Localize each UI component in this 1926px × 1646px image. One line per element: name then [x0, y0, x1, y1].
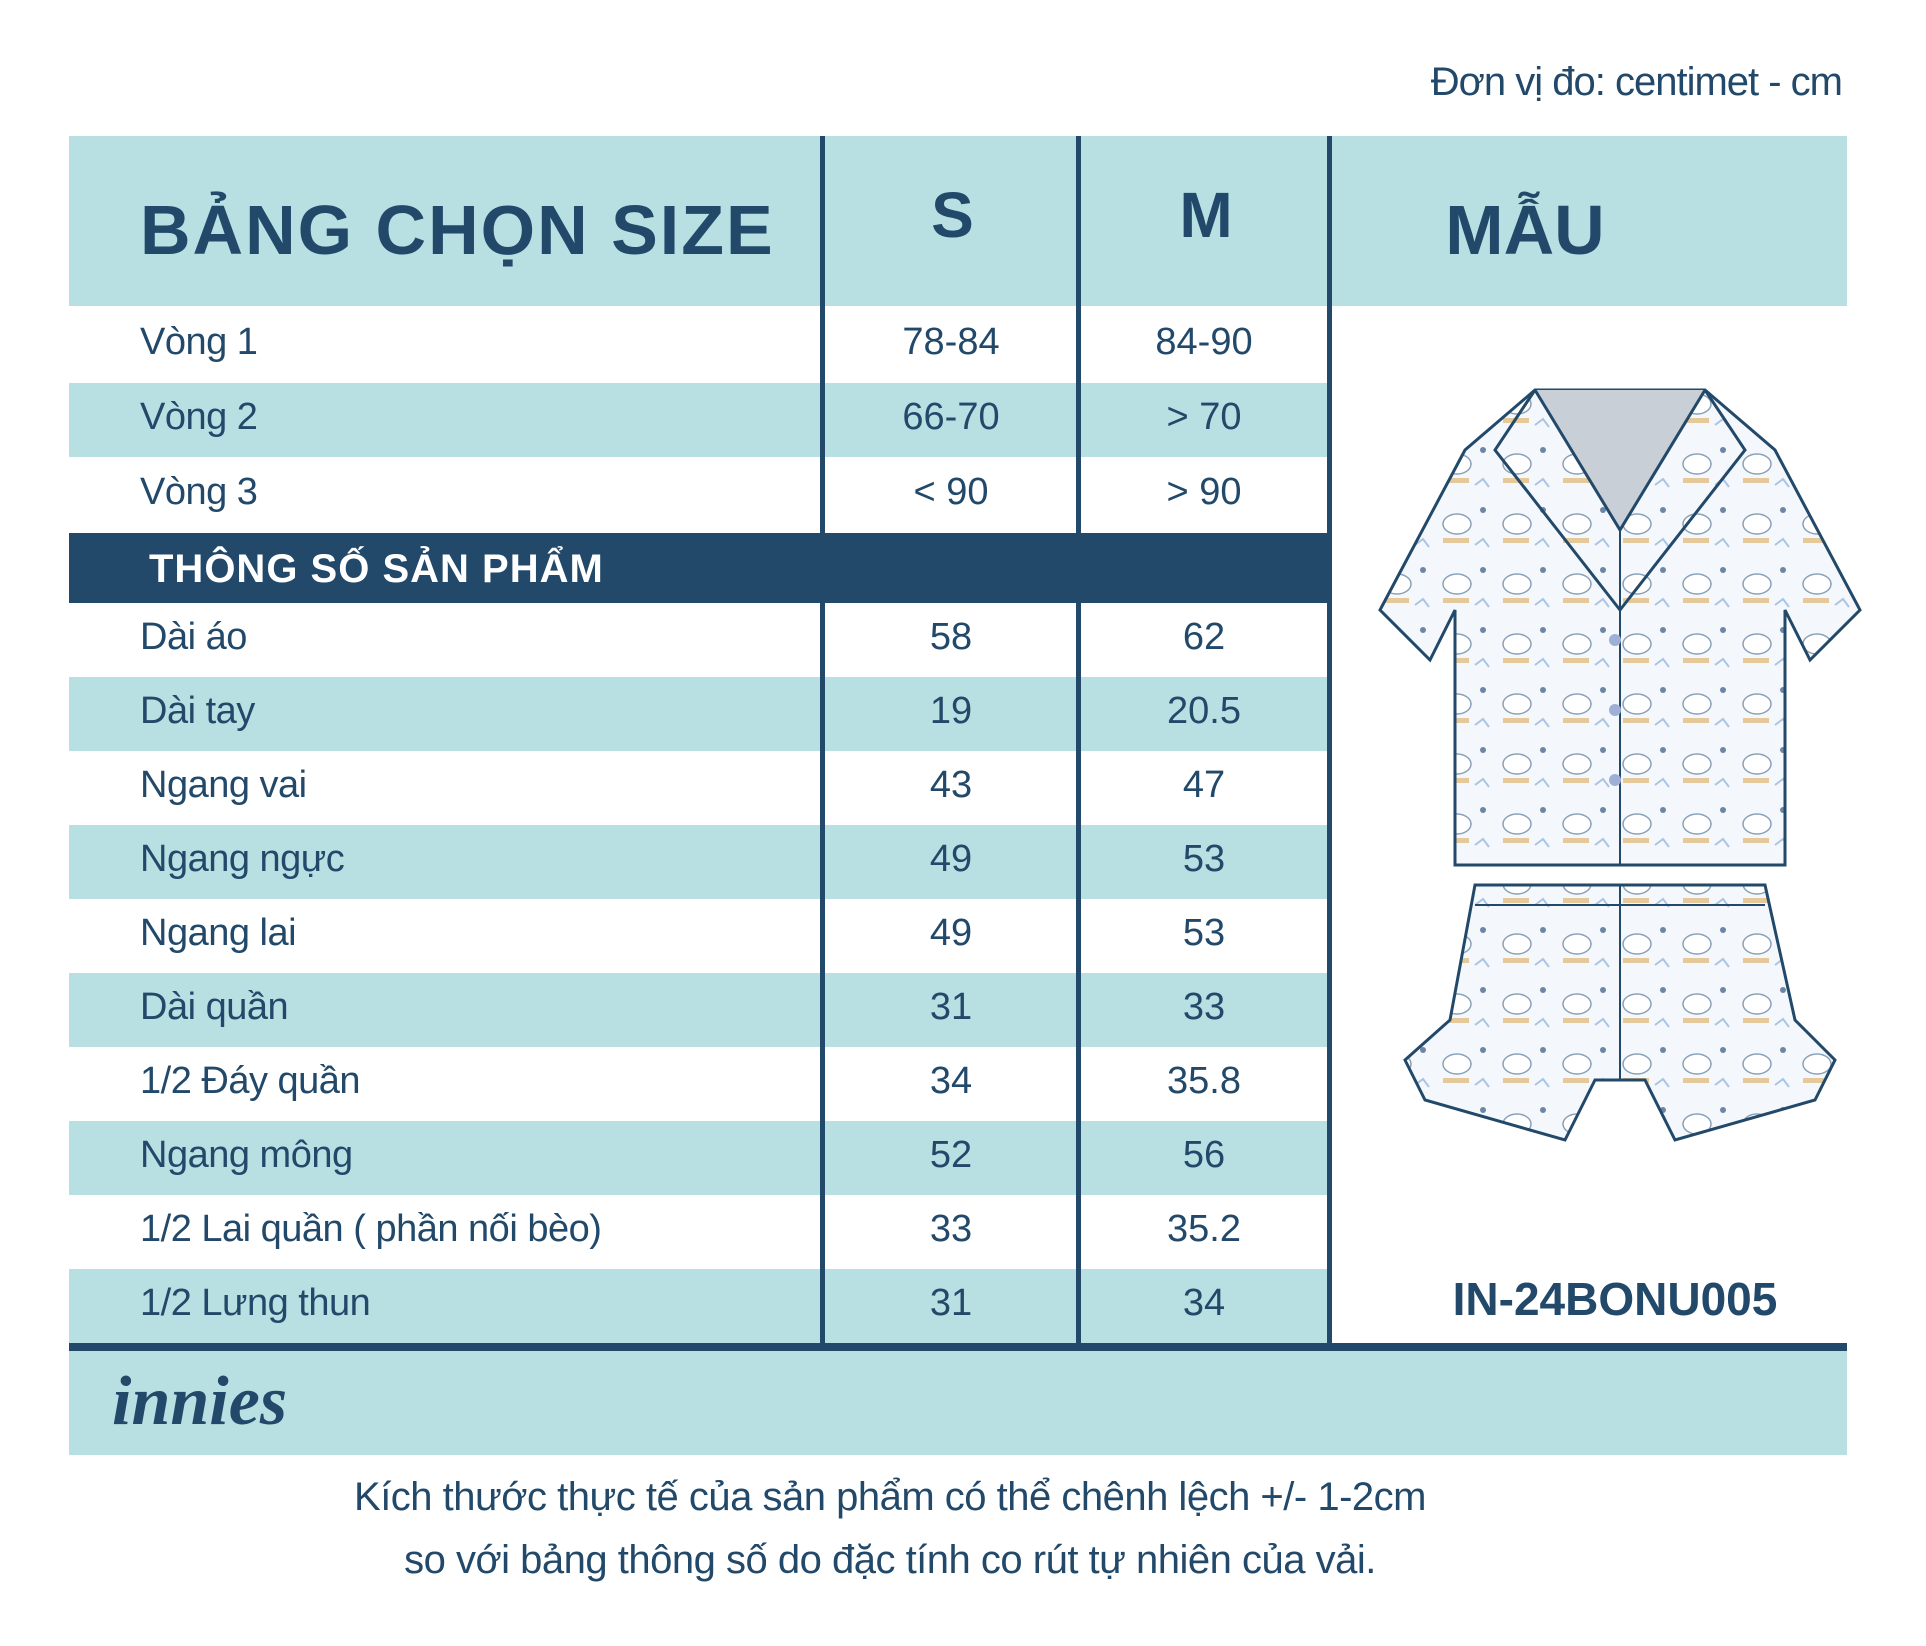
size-s-value: 58 — [929, 616, 973, 658]
brand-logo: innies — [112, 1363, 288, 1440]
size-s-value: 52 — [929, 1134, 973, 1176]
size-m-value: 84-90 — [1155, 320, 1253, 363]
footer-band — [69, 1351, 1847, 1455]
size-m-value: > 90 — [1166, 471, 1242, 513]
product-code: IN-24BONU005 — [1452, 1273, 1778, 1325]
row-label: 1/2 Lưng thun — [140, 1282, 371, 1324]
row-label: Dài áo — [140, 616, 247, 658]
row-label: Ngang lai — [140, 912, 297, 954]
size-s-value: 78-84 — [902, 320, 1000, 363]
size-s-value: 66-70 — [902, 396, 1000, 438]
row-label: Dài tay — [140, 690, 255, 732]
size-m-value: 62 — [1182, 616, 1226, 658]
pajama-set-illustration — [1375, 380, 1865, 1190]
column-divider — [820, 136, 825, 1351]
size-s-value: 49 — [929, 838, 973, 880]
row-label: Vòng 2 — [140, 396, 258, 438]
size-s-value: 34 — [929, 1060, 973, 1102]
row-label: 1/2 Lai quần ( phần nối bèo) — [140, 1208, 602, 1250]
size-m-value: 47 — [1182, 764, 1226, 806]
size-s-header: S — [931, 179, 974, 251]
disclaimer-line-2: so với bảng thông số do đặc tính co rút tự nhiên của vải. — [404, 1538, 1376, 1582]
sample-header: MẪU — [1445, 191, 1605, 269]
disclaimer-line-1: Kích thước thực tế của sản phẩm có thể chênh lệch +/- 1-2cm — [354, 1475, 1426, 1519]
size-m-value: 35.2 — [1167, 1208, 1241, 1250]
row-label: Ngang mông — [140, 1134, 353, 1176]
size-m-value: 53 — [1182, 912, 1226, 954]
table-title: BẢNG CHỌN SIZE — [140, 191, 775, 269]
size-m-value: 56 — [1182, 1134, 1226, 1176]
size-s-value: 49 — [929, 912, 973, 954]
size-s-value: 19 — [929, 690, 973, 732]
row-label: 1/2 Đáy quần — [140, 1060, 361, 1102]
column-divider — [1327, 136, 1332, 1351]
row-label: Vòng 1 — [140, 320, 258, 363]
size-m-value: 33 — [1182, 986, 1226, 1028]
section-title: THÔNG SỐ SẢN PHẨM — [69, 533, 1329, 603]
size-s-value: 31 — [929, 1282, 973, 1324]
size-s-value: 33 — [929, 1208, 973, 1250]
column-divider — [1076, 136, 1081, 1351]
size-s-value: 43 — [929, 764, 973, 806]
row-label: Ngang ngực — [140, 838, 345, 880]
size-m-value: 35.8 — [1167, 1060, 1241, 1102]
size-m-value: 20.5 — [1167, 690, 1241, 732]
row-label: Dài quần — [140, 986, 289, 1028]
size-m-header: M — [1179, 179, 1233, 251]
table-bottom-border — [69, 1343, 1847, 1351]
units-note: Đơn vị đo: centimet - cm — [1430, 60, 1842, 104]
size-m-value: 34 — [1182, 1282, 1226, 1324]
size-m-value: > 70 — [1166, 396, 1242, 438]
size-s-value: 31 — [929, 986, 973, 1028]
size-m-value: 53 — [1182, 838, 1226, 880]
row-label: Vòng 3 — [140, 471, 258, 513]
row-label: Ngang vai — [140, 764, 307, 806]
size-s-value: < 90 — [913, 471, 989, 513]
